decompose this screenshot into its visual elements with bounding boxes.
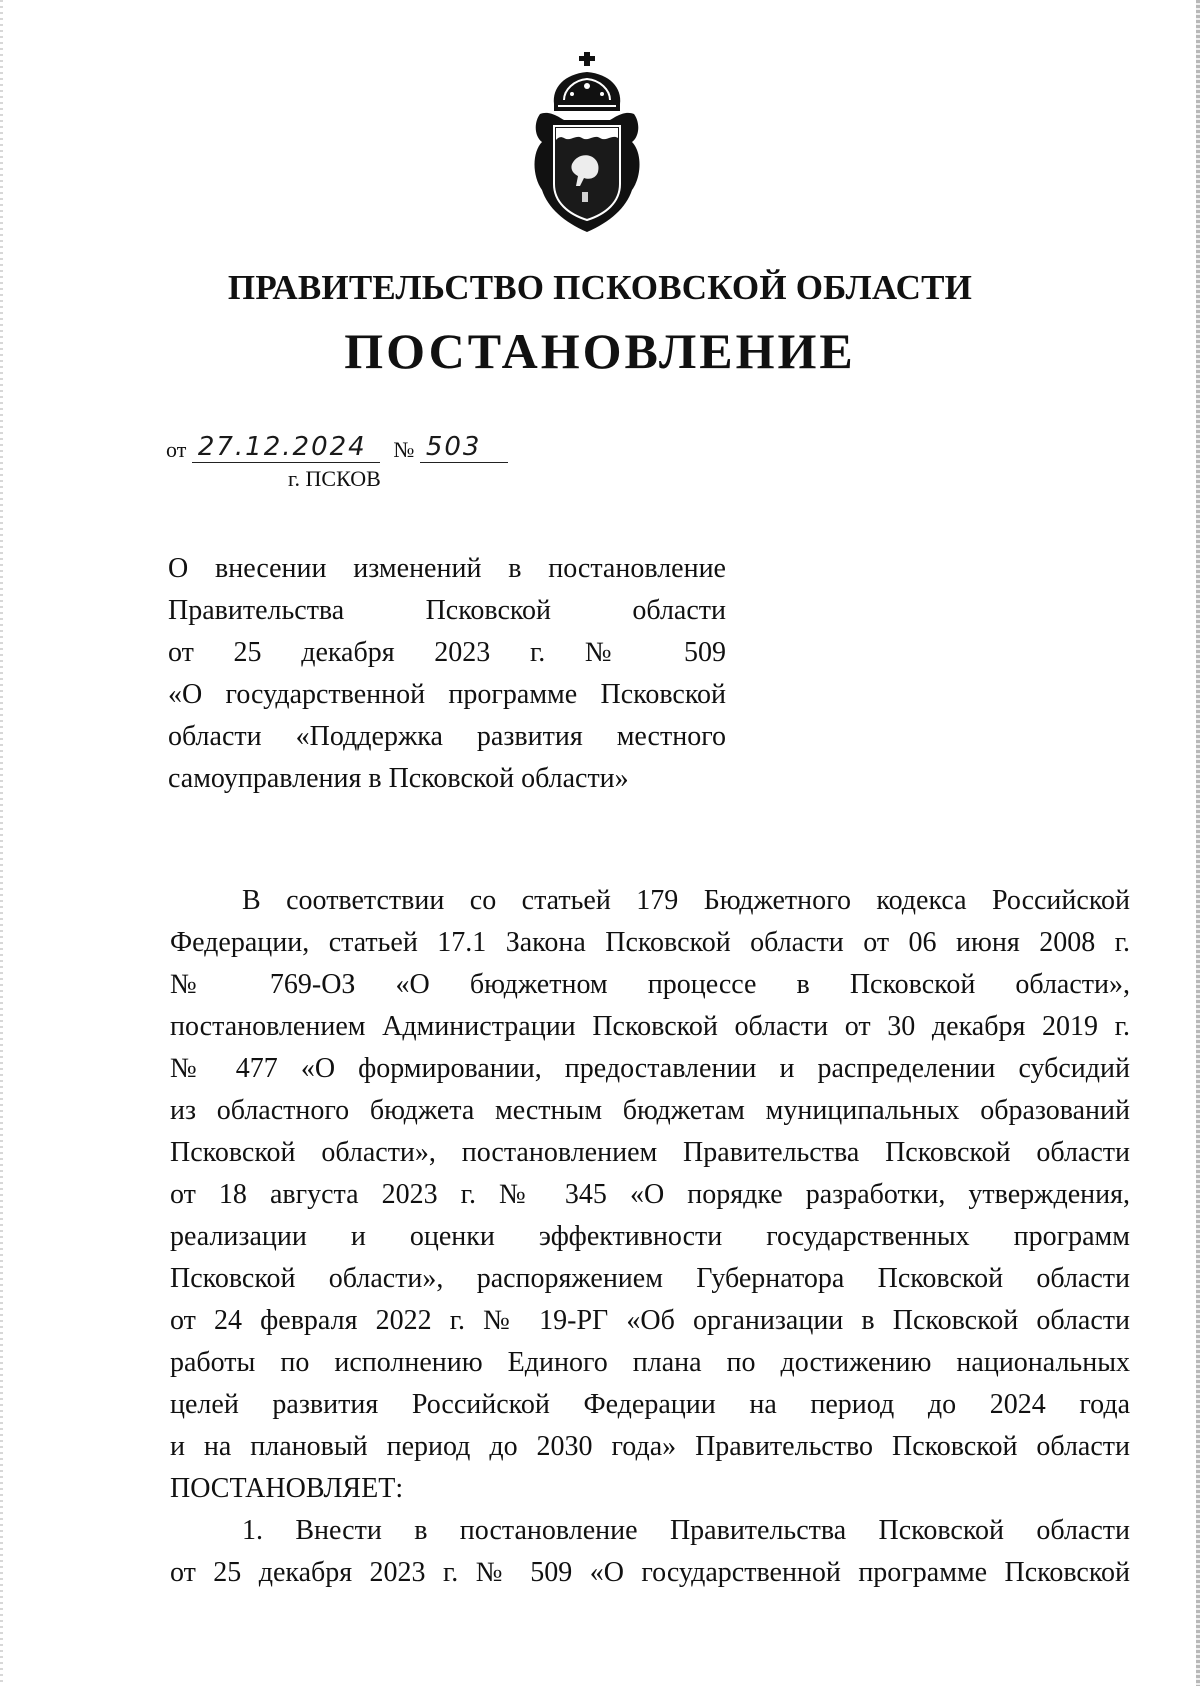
- body-line: В соответствии со статьей 179 Бюджетного кодекса Российской: [242, 885, 1130, 916]
- date-label: от: [166, 437, 187, 462]
- body-line: работы по исполнению Единого плана по достижению национальных: [170, 1347, 1130, 1378]
- body-line: Псковской области», распоряжением Губернатора Псковской области: [170, 1263, 1130, 1294]
- subject-line: «О государственной программе Псковской: [168, 679, 726, 710]
- scan-edge-left: [0, 0, 3, 1686]
- body-line: постановлением Администрации Псковской области от 30 декабря 2019 г.: [170, 1011, 1130, 1042]
- body-line: 1. Внести в постановление Правительства Псковской области: [242, 1515, 1130, 1546]
- document-type-title: ПОСТАНОВЛЕНИЕ: [344, 323, 856, 379]
- body-line: целей развития Российской Федерации на период до 2024 года: [170, 1389, 1130, 1420]
- body-line: и на плановый период до 2030 года» Правительство Псковской области: [170, 1431, 1130, 1462]
- body-line: от 18 августа 2023 г. № 345 «О порядке разработки, утверждения,: [170, 1179, 1130, 1210]
- body-line: № 769-ОЗ «О бюджетном процессе в Псковской области»,: [170, 969, 1130, 1000]
- organization-title: ПРАВИТЕЛЬСТВО ПСКОВСКОЙ ОБЛАСТИ: [227, 268, 973, 307]
- number-label: №: [393, 437, 415, 462]
- city-label: г. ПСКОВ: [288, 466, 381, 491]
- body-line: реализации и оценки эффективности государственных программ: [170, 1221, 1130, 1252]
- subject-line: О внесении изменений в постановление: [168, 553, 726, 584]
- date-value: 27.12.2024: [192, 432, 380, 463]
- body-line-resolves: ПОСТАНОВЛЯЕТ:: [170, 1473, 404, 1504]
- body-line: от 25 декабря 2023 г. № 509 «О государственной программе Псковской: [170, 1557, 1130, 1588]
- subject-line: самоуправления в Псковской области»: [168, 763, 629, 794]
- document-body: [170, 880, 1130, 1594]
- document-subject: [168, 548, 726, 800]
- subject-line: Правительства Псковской области: [168, 595, 726, 626]
- body-line: от 24 февраля 2022 г. № 19-РГ «Об организации в Псковской области: [170, 1305, 1130, 1336]
- coat-of-arms-icon: [524, 52, 650, 238]
- body-line: Псковской области», постановлением Правительства Псковской области: [170, 1137, 1130, 1168]
- requisites-line: [166, 432, 508, 462]
- number-value: 503: [420, 432, 508, 463]
- scan-edge-right: [1196, 0, 1200, 1686]
- subject-line: от 25 декабря 2023 г. № 509: [168, 637, 726, 668]
- body-line: № 477 «О формировании, предоставлении и распределении субсидий: [170, 1053, 1130, 1084]
- body-line: из областного бюджета местным бюджетам муниципальных образований: [170, 1095, 1130, 1126]
- subject-line: области «Поддержка развития местного: [168, 721, 726, 752]
- body-line: Федерации, статьей 17.1 Закона Псковской области от 06 июня 2008 г.: [170, 927, 1130, 958]
